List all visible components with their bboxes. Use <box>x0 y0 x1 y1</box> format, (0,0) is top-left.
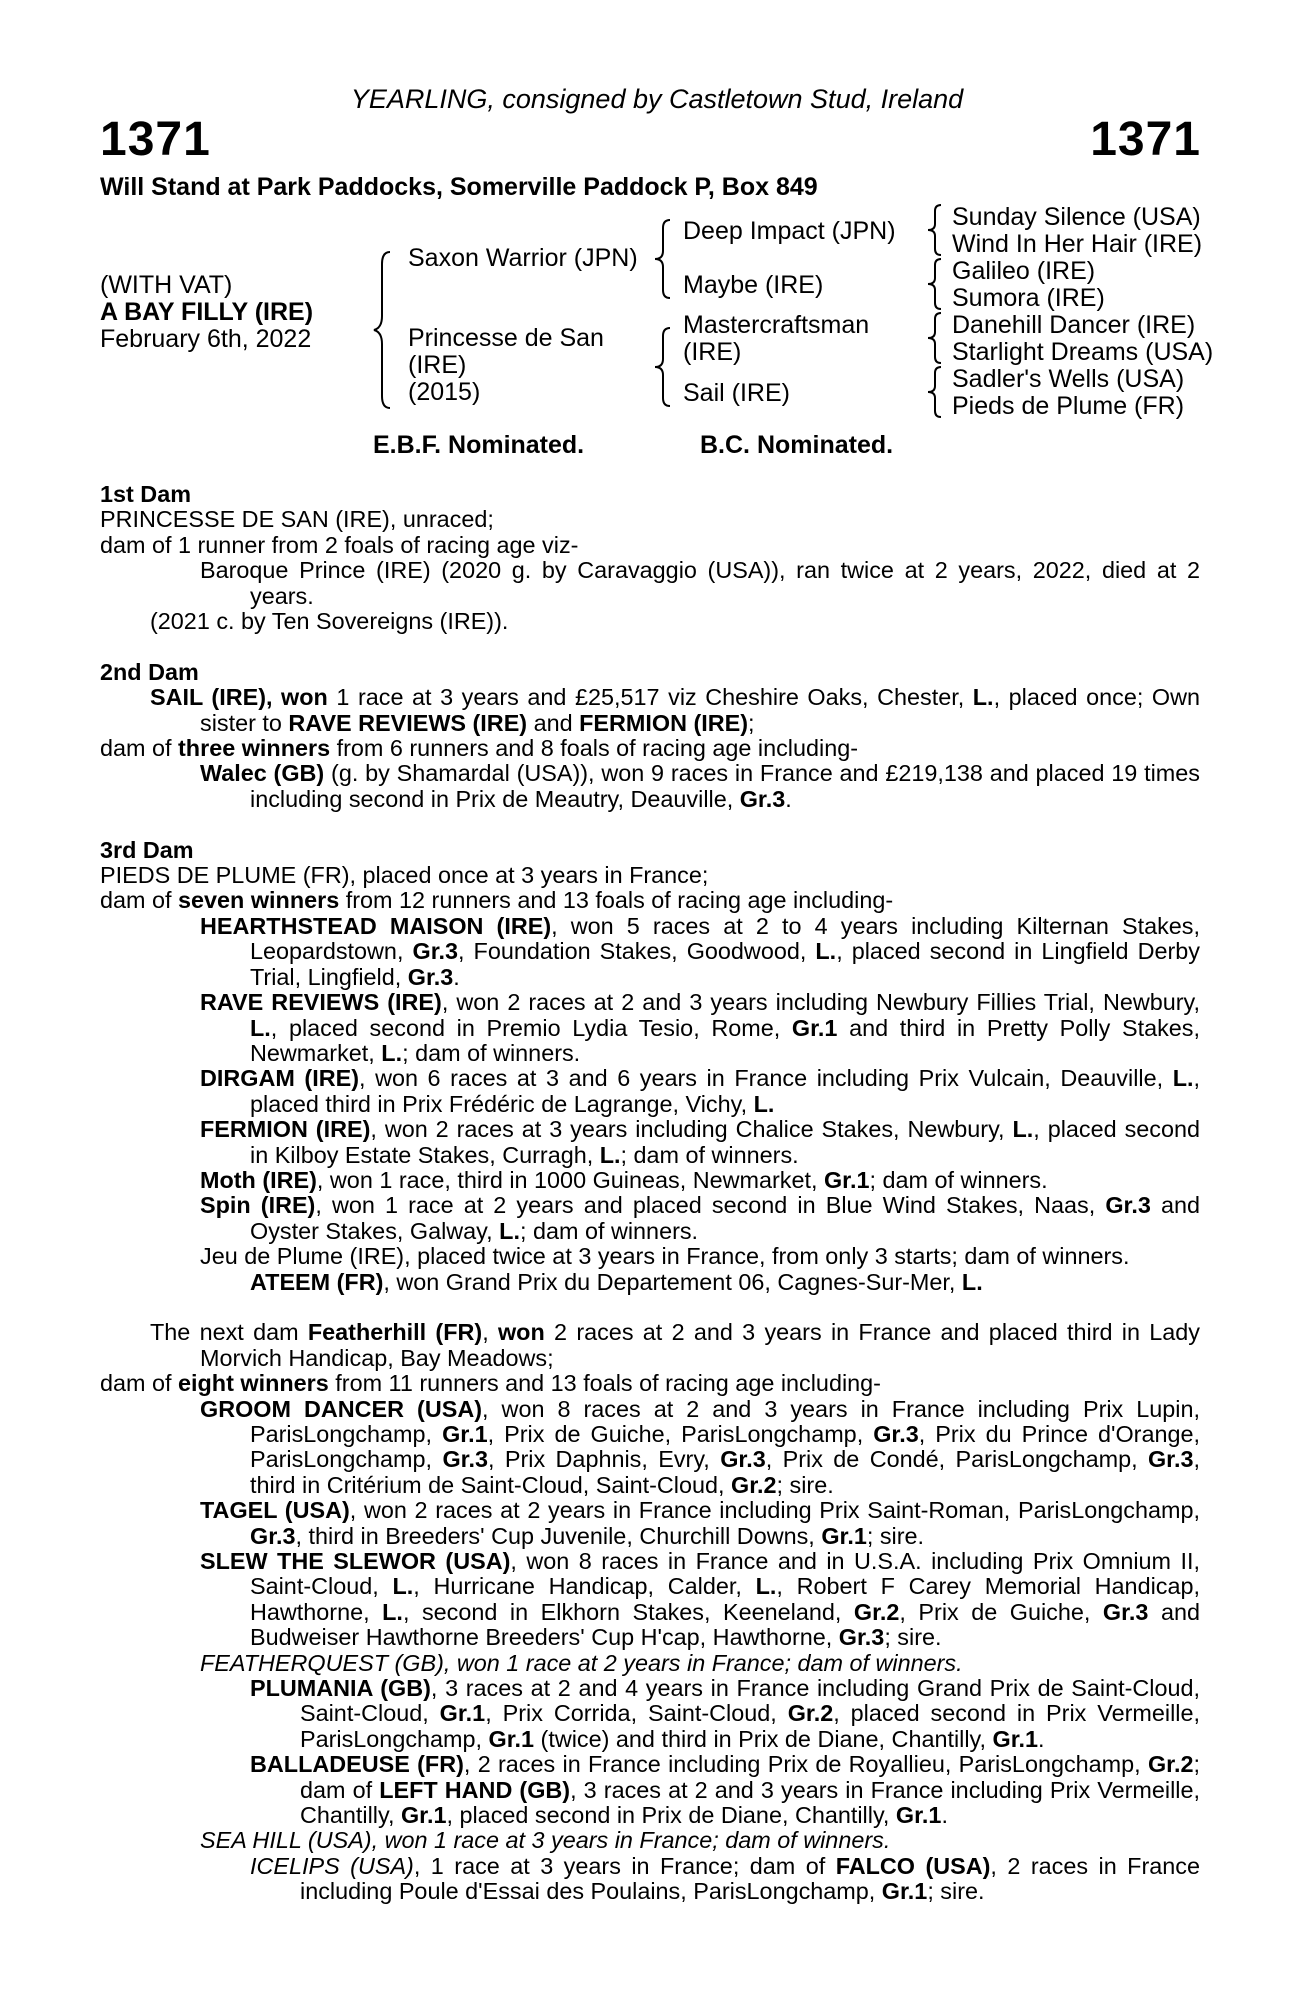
third-dam-line: PIEDS DE PLUME (FR), placed once at 3 years in France; <box>100 862 709 889</box>
lot-number-left: 1371 <box>100 113 211 166</box>
sire-sire: Deep Impact (JPN) <box>683 217 896 245</box>
second-dam-produce: dam of three winners from 6 runners and 8 foals of racing age including- <box>100 735 858 762</box>
ss-sire: Sunday Silence (USA) <box>952 203 1201 231</box>
foaling-date: February 6th, 2022 <box>100 325 312 353</box>
produce-entry: DIRGAM (IRE), won 6 races at 3 and 6 years in France including Prix Vulcain, Deauville, L., placed third in Prix Frédéric de Lagrange, Vichy, L. <box>200 1065 1200 1117</box>
third-dam-produce: dam of seven winners from 12 runners and 13 foals of racing age including- <box>100 887 894 914</box>
dam-brace <box>652 326 674 408</box>
dam-sire-line1: Mastercraftsman <box>683 311 870 339</box>
produce-entry: RAVE REVIEWS (IRE), won 2 races at 2 and 3 years including Newbury Fillies Trial, Newbury, L., placed second in Premio Lydia Tesio, Rome, Gr.1 and third in Pretty Polly Stakes, Newmarket, L.; dam of winners. <box>200 989 1200 1066</box>
first-dam-heading: 1st Dam <box>100 481 192 507</box>
sire-name: Saxon Warrior (JPN) <box>408 244 638 272</box>
produce-entry: Moth (IRE), won 1 race, third in 1000 Guineas, Newmarket, Gr.1; dam of winners. <box>200 1166 1048 1193</box>
produce-entry: Jeu de Plume (IRE), placed twice at 3 years in France, from only 3 starts; dam of winners. <box>200 1243 1130 1270</box>
third-dam-heading: 3rd Dam <box>100 836 194 863</box>
horse-name: A BAY FILLY (IRE) <box>100 298 314 326</box>
second-dam-line: SAIL (IRE), won 1 race at 3 years and £25,517 viz Cheshire Oaks, Chester, L., placed once; Own sister to RAVE REVIEWS (IRE) and FERMION (IRE); <box>150 684 1200 736</box>
first-dam-produce: dam of 1 runner from 2 foals of racing age viz- <box>100 531 579 558</box>
sd-dam: Sumora (IRE) <box>952 284 1105 312</box>
produce-entry: (2021 c. by Ten Sovereigns (IRE)). <box>150 608 509 635</box>
vat-note: (WITH VAT) <box>100 271 233 299</box>
ds-dam: Starlight Dreams (USA) <box>952 338 1214 366</box>
dd-brace <box>925 365 945 419</box>
stand-location: Will Stand at Park Paddocks, Somerville Paddock P, Box 849 <box>100 173 818 201</box>
consignment-line: YEARLING, consigned by Castletown Stud, Ireland <box>350 84 964 114</box>
dd-sire: Sadler's Wells (USA) <box>952 365 1185 393</box>
ds-sire: Danehill Dancer (IRE) <box>952 311 1196 339</box>
produce-entry: Walec (GB) (g. by Shamardal (USA)), won 9 races in France and £219,138 and placed 19 times including second in Prix de Meautry, Deauville, Gr.3. <box>200 760 1200 812</box>
dam-dam: Sail (IRE) <box>683 379 790 407</box>
sd-brace <box>925 257 945 311</box>
produce-entry: SEA HILL (USA), won 1 race at 3 years in France; dam of winners. <box>200 1827 891 1854</box>
ss-dam: Wind In Her Hair (IRE) <box>952 230 1203 258</box>
ds-brace <box>925 311 945 365</box>
produce-entry: HEARTHSTEAD MAISON (IRE), won 5 races at 2 to 4 years including Kilternan Stakes, Leopardstown, Gr.3, Foundation Stakes, Goodwood, L., placed second in Lingfield Derby Trial, Lingfield, Gr.3. <box>200 912 1200 990</box>
first-dam-line: PRINCESSE DE SAN (IRE), unraced; <box>100 506 494 533</box>
dd-dam: Pieds de Plume (FR) <box>952 392 1185 420</box>
produce-entry: PLUMANIA (GB), 3 races at 2 and 4 years in France including Grand Prix de Saint-Cloud, Saint-Cloud, Gr.1, Prix Corrida, Saint-Cloud, Gr.2, placed second in Prix Vermeille, ParisLongchamp, Gr.1 (twice) and third in Prix de Diane, Chantilly, Gr.1. <box>250 1675 1200 1752</box>
next-dam-produce: dam of eight winners from 11 runners and 13 foals of racing age including- <box>100 1370 881 1397</box>
horse-brace <box>370 250 394 410</box>
bc-nominated: B.C. Nominated. <box>700 431 894 459</box>
produce-entry: ICELIPS (USA), 1 race at 3 years in France; dam of FALCO (USA), 2 races in France including Poule d'Essai des Poulains, ParisLongchamp, Gr.1; sire. <box>250 1852 1200 1905</box>
next-dam-line: The next dam Featherhill (FR), won 2 races at 2 and 3 years in France and placed third in Lady Morvich Handicap, Bay Meadows; <box>150 1319 1200 1371</box>
produce-entry: FEATHERQUEST (GB), won 1 race at 2 years in France; dam of winners. <box>200 1649 963 1676</box>
produce-entry: BALLADEUSE (FR), 2 races in France including Prix de Royallieu, ParisLongchamp, Gr.2; dam of LEFT HAND (GB), 3 races at 2 and 3 years in France including Prix Vermeille, Chantilly, Gr.1, placed second in Prix de Diane, Chantilly, Gr.1. <box>250 1751 1200 1829</box>
dam-name-line1: Princesse de San <box>408 324 604 352</box>
produce-entry: GROOM DANCER (USA), won 8 races at 2 and 3 years in France including Prix Lupin, ParisLongchamp, Gr.1, Prix de Guiche, ParisLongchamp, Gr.3, Prix du Prince d'Orange, ParisLongchamp, Gr.3, Prix Daphnis, Evry, Gr.3, Prix de Condé, ParisLongchamp, Gr.3, third in Critérium de Saint-Cloud, Saint-Cloud, Gr.2; sire. <box>200 1395 1200 1498</box>
dam-name-line2: (IRE) <box>408 351 467 379</box>
produce-entry: SLEW THE SLEWOR (USA), won 8 races in France and in U.S.A. including Prix Omnium II, Saint-Cloud, L., Hurricane Handicap, Calder, L., Robert F Carey Memorial Handicap, Hawthorne, L., second in Elkhorn Stakes, Keeneland, Gr.2, Prix de Guiche, Gr.3 and Budweiser Hawthorne Breeders' Cup H'cap, Hawthorne, Gr.3; sire. <box>200 1548 1200 1651</box>
sd-sire: Galileo (IRE) <box>952 257 1096 285</box>
produce-entry: ATEEM (FR), won Grand Prix du Departement 06, Cagnes-Sur-Mer, L. <box>250 1268 983 1295</box>
dam-name: SAIL (IRE), won <box>150 684 328 711</box>
dam-name-line3: (2015) <box>408 378 481 406</box>
produce-entry: Baroque Prince (IRE) (2020 g. by Caravaggio (USA)), ran twice at 2 years, 2022, died at 2 years. <box>200 557 1200 609</box>
second-dam-heading: 2nd Dam <box>100 658 199 685</box>
ss-brace <box>925 203 945 257</box>
family-notes <box>100 482 1200 1905</box>
ebf-nominated: E.B.F. Nominated. <box>373 431 585 459</box>
dam-sire-line2: (IRE) <box>683 338 742 366</box>
lot-number-right: 1371 <box>1090 113 1201 166</box>
produce-entry: FERMION (IRE), won 2 races at 3 years including Chalice Stakes, Newbury, L., placed second in Kilboy Estate Stakes, Curragh, L.; dam of winners. <box>200 1116 1201 1168</box>
sire-dam: Maybe (IRE) <box>683 271 824 299</box>
sire-brace <box>652 218 674 300</box>
produce-entry: Spin (IRE), won 1 race at 2 years and placed second in Blue Wind Stakes, Naas, Gr.3 and Oyster Stakes, Galway, L.; dam of winners. <box>200 1192 1201 1244</box>
produce-entry: TAGEL (USA), won 2 races at 2 years in France including Prix Saint-Roman, ParisLongchamp, Gr.3, third in Breeders' Cup Juvenile, Churchill Downs, Gr.1; sire. <box>200 1497 1200 1549</box>
